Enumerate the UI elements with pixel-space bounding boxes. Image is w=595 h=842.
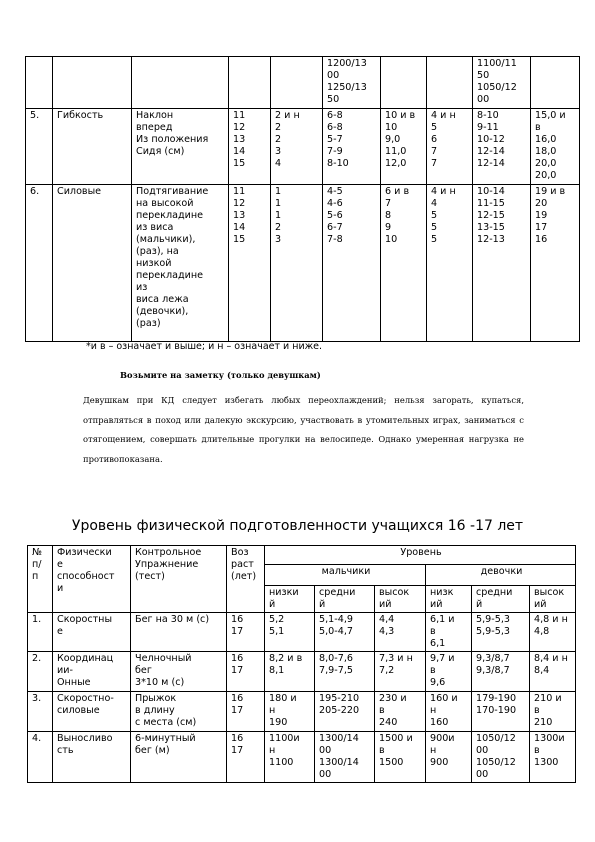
boys-low-cell: 8,2 и в 8,1 [265,652,315,692]
fitness-table-16-17 [27,545,576,783]
header-age: Воз раст (лет) [227,546,265,613]
boys-high-cell: 4,4 4,3 [375,613,426,652]
boys-mid-cell: 6-8 6-8 5-7 7-9 8-10 [323,109,381,185]
table-cell: 1200/13 00 1250/13 50 [323,57,381,109]
test-cell: Подтягивание на высокой перекладине из виса (мальчики), (раз), на низкой перекладине из виса лежа (девочки), (раз) [132,185,229,342]
test-cell: Наклон вперед Из положения Сидя (см) [132,109,229,185]
girls-high-cell: 19 и в 20 19 17 16 [531,185,580,342]
girls-high-cell: 8,4 и н 8,4 [530,652,576,692]
test-cell: Бег на 30 м (с) [131,613,227,652]
header-test: Контрольное Упражнение (тест) [131,546,227,613]
header-ability: Физически е способност и [53,546,131,613]
header-boys-low: низки й [265,586,315,613]
header-girls-mid: средни й [472,586,530,613]
girls-mid-cell: 10-14 11-15 12-15 13-15 12-13 [473,185,531,342]
girls-mid-cell: 1050/12 00 1050/12 00 [472,732,530,783]
boys-low-cell: 180 и н 190 [265,692,315,732]
age-cell: 11 12 13 14 15 [229,185,271,342]
advice-title: Возьмите на заметку (только девушкам) [120,370,321,380]
row-number: 4. [28,732,53,783]
girls-high-cell: 15,0 и в 16,0 18,0 20,0 20,0 [531,109,580,185]
boys-high-cell: 1500 и в 1500 [375,732,426,783]
boys-high-cell: 10 и в 10 9,0 11,0 12,0 [381,109,427,185]
age-cell: 16 17 [227,652,265,692]
girls-mid-cell: 5,9-5,3 5,9-5,3 [472,613,530,652]
table-row [26,57,580,109]
age-cell: 11 12 13 14 15 [229,109,271,185]
ability-cell: Гибкость [53,109,132,185]
header-boys: мальчики [265,565,426,586]
boys-mid-cell: 195-210 205-220 [315,692,375,732]
test-cell: Прыжок в длину с места (см) [131,692,227,732]
table-row [28,692,576,732]
row-number: 5. [26,109,53,185]
ability-cell: Силовые [53,185,132,342]
girls-high-cell: 1300и в 1300 [530,732,576,783]
boys-low-cell: 1 1 1 2 3 [271,185,323,342]
ability-cell: Скоростно- силовые [53,692,131,732]
table-row [28,732,576,783]
table-cell [271,57,323,109]
header-level: Уровень [265,546,576,565]
header-boys-high: высок ий [375,586,426,613]
table-cell [427,57,473,109]
table-cell [26,57,53,109]
header-girls-high: высок ий [530,586,576,613]
fitness-table-11-15 [25,56,580,342]
boys-mid-cell: 4-5 4-6 5-6 6-7 7-8 [323,185,381,342]
girls-mid-cell: 9,3/8,7 9,3/8,7 [472,652,530,692]
girls-low-cell: 4 и н 5 6 7 7 [427,109,473,185]
row-number: 1. [28,613,53,652]
boys-low-cell: 5,2 5,1 [265,613,315,652]
row-number: 2. [28,652,53,692]
header-girls-low: низк ий [426,586,472,613]
girls-mid-cell: 8-10 9-11 10-12 12-14 12-14 [473,109,531,185]
girls-low-cell: 160 и н 160 [426,692,472,732]
row-number: 6. [26,185,53,342]
girls-low-cell: 9,7 и в 9,6 [426,652,472,692]
header-num: № п/ п [28,546,53,613]
table-row [28,652,576,692]
table-header-row [28,546,576,565]
header-girls: девочки [426,565,576,586]
girls-low-cell: 6,1 и в 6,1 [426,613,472,652]
table-row [28,613,576,652]
boys-mid-cell: 1300/14 00 1300/14 00 [315,732,375,783]
boys-low-cell: 2 и н 2 2 3 4 [271,109,323,185]
age-cell: 16 17 [227,613,265,652]
boys-mid-cell: 5,1-4,9 5,0-4,7 [315,613,375,652]
table-cell [531,57,580,109]
ability-cell: Скоростны е [53,613,131,652]
footnote: *и в – означает и выше; и н – означает и ниже. [86,341,323,352]
boys-high-cell: 6 и в 7 8 9 10 [381,185,427,342]
table-cell [53,57,132,109]
section-heading: Уровень физической подготовленности учащихся 16 -17 лет [71,518,524,534]
row-number: 3. [28,692,53,732]
table-row [26,109,580,185]
table-cell [132,57,229,109]
boys-high-cell: 230 и в 240 [375,692,426,732]
boys-low-cell: 1100и н 1100 [265,732,315,783]
girls-mid-cell: 179-190 170-190 [472,692,530,732]
girls-low-cell: 4 и н 4 5 5 5 [427,185,473,342]
boys-high-cell: 7,3 и н 7,2 [375,652,426,692]
ability-cell: Координац ии- Онные [53,652,131,692]
header-boys-mid: средни й [315,586,375,613]
boys-mid-cell: 8,0-7,6 7,9-7,5 [315,652,375,692]
table-cell [229,57,271,109]
age-cell: 16 17 [227,692,265,732]
girls-low-cell: 900и н 900 [426,732,472,783]
age-cell: 16 17 [227,732,265,783]
girls-high-cell: 4,8 и н 4,8 [530,613,576,652]
table-cell: 1100/11 50 1050/12 00 [473,57,531,109]
ability-cell: Выносливо сть [53,732,131,783]
advice-paragraph: Девушкам при КД следует избегать любых переохлаждений; нельзя загорать, купаться, отправляться в поход или далекую экскурсию, участвовать в утомительных играх, заниматься с отягощением, совершать длительные прогулки на велосипеде. Однако умеренная нагрузка не противопоказана. [83,395,524,464]
table-row [26,185,580,342]
table-cell [381,57,427,109]
test-cell: 6-минутный бег (м) [131,732,227,783]
girls-high-cell: 210 и в 210 [530,692,576,732]
test-cell: Челночный бег 3*10 м (с) [131,652,227,692]
